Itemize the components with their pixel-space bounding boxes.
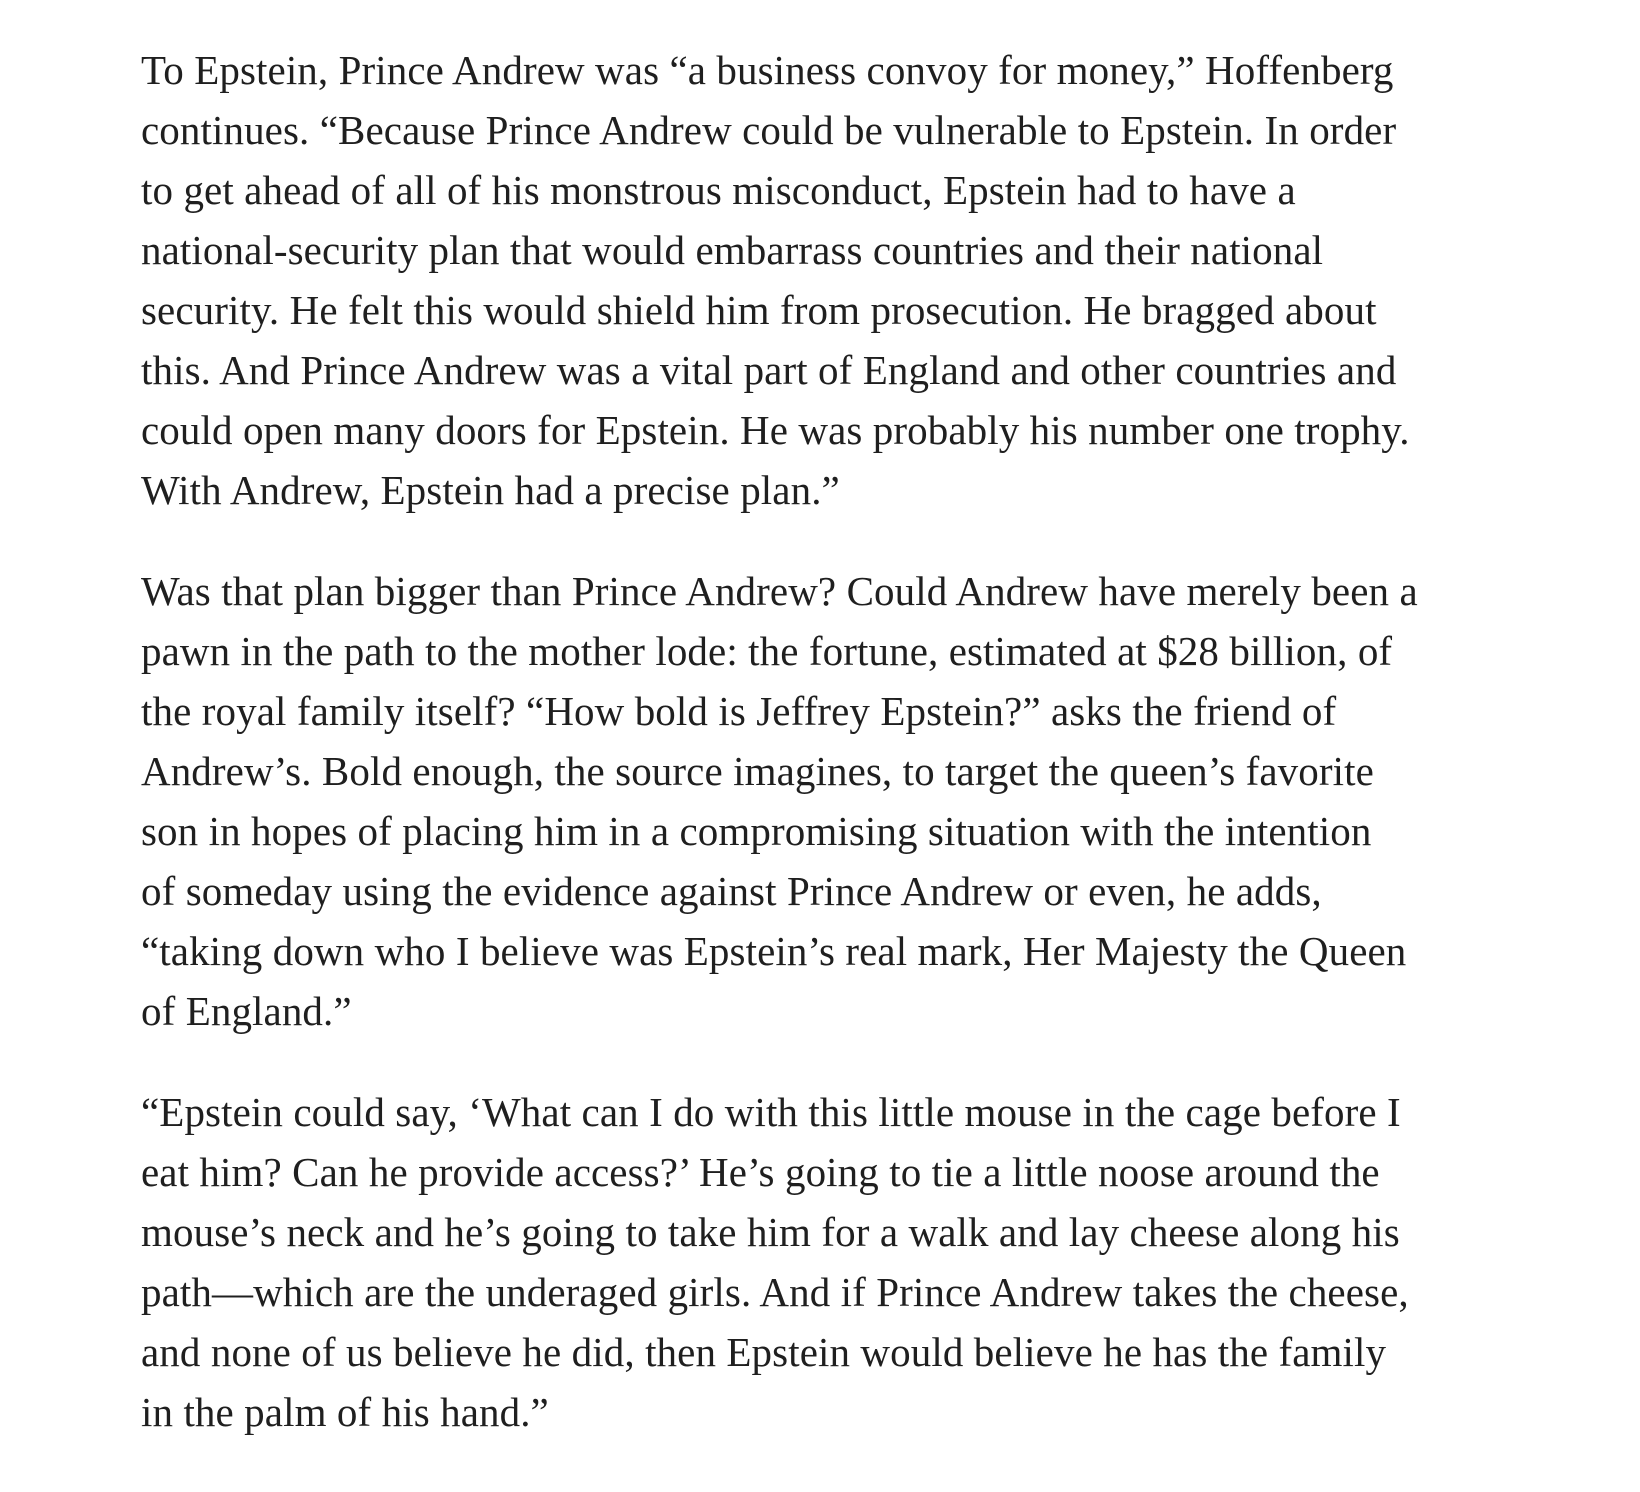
paragraph-line: national-security plan that would embarrass countries and their national [141,227,1324,273]
paragraph-3 [141,1082,1521,1442]
paragraph-line: of England.” [141,988,352,1034]
paragraph-line: Was that plan bigger than Prince Andrew? Could Andrew have merely been a [141,568,1418,614]
paragraph-line: eat him? Can he provide access?’ He’s going to tie a little noose around the [141,1149,1380,1195]
paragraph-2 [141,561,1521,1041]
paragraph-line: in the palm of his hand.” [141,1389,549,1435]
article-body [141,40,1521,1483]
paragraph-1 [141,40,1521,520]
paragraph-line: path—which are the underaged girls. And if Prince Andrew takes the cheese, [141,1269,1409,1315]
paragraph-line: the royal family itself? “How bold is Jeffrey Epstein?” asks the friend of [141,688,1337,734]
paragraph-line: “Epstein could say, ‘What can I do with this little mouse in the cage before I [141,1089,1401,1135]
paragraph-line: continues. “Because Prince Andrew could be vulnerable to Epstein. In order [141,107,1397,153]
paragraph-line: With Andrew, Epstein had a precise plan.” [141,467,840,513]
paragraph-line: of someday using the evidence against Prince Andrew or even, he adds, [141,868,1322,914]
paragraph-line: this. And Prince Andrew was a vital part of England and other countries and [141,347,1397,393]
paragraph-line: pawn in the path to the mother lode: the fortune, estimated at $28 billion, of [141,628,1393,674]
paragraph-line: son in hopes of placing him in a compromising situation with the intention [141,808,1372,854]
paragraph-line: To Epstein, Prince Andrew was “a business convoy for money,” Hoffenberg [141,47,1394,93]
paragraph-line: could open many doors for Epstein. He was probably his number one trophy. [141,407,1410,453]
paragraph-line: security. He felt this would shield him from prosecution. He bragged about [141,287,1377,333]
paragraph-line: “taking down who I believe was Epstein’s real mark, Her Majesty the Queen [141,928,1407,974]
paragraph-line: Andrew’s. Bold enough, the source imagines, to target the queen’s favorite [141,748,1374,794]
paragraph-line: to get ahead of all of his monstrous misconduct, Epstein had to have a [141,167,1296,213]
paragraph-line: mouse’s neck and he’s going to take him for a walk and lay cheese along his [141,1209,1400,1255]
paragraph-line: and none of us believe he did, then Epstein would believe he has the family [141,1329,1387,1375]
